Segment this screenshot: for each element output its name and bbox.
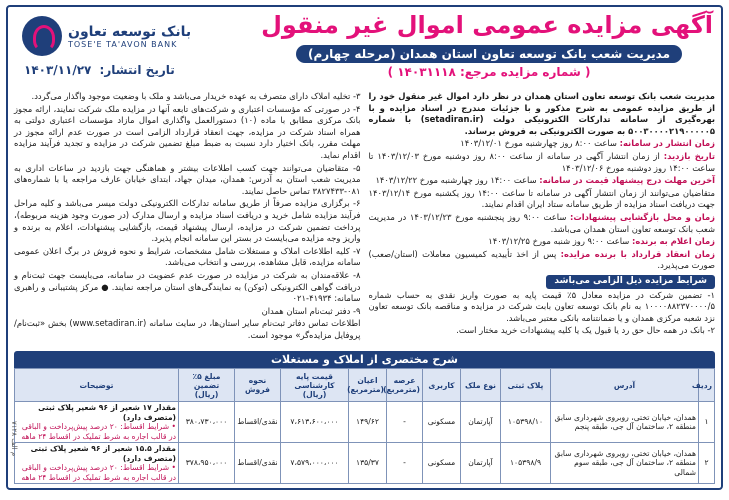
- col-header-area: عرصه (مترمربع): [387, 369, 423, 402]
- publication-date: [24, 63, 175, 77]
- description-note: • شرایط اقساط: ۲۰ درصد پیش‌پرداخت و الباقی در قالب اجاره به شرط تملیک در اقساط ۲۴ ماهه: [21, 422, 176, 441]
- auction-reference: ( شماره مزایده مرجع: ۱۴۰۳۱۱۱۸ ): [387, 65, 591, 79]
- cell-plaque: ۱۰۵۳۹۸/۹: [501, 443, 551, 484]
- notice-body: [14, 91, 715, 347]
- clause-paragraph: ۷- کلیه اطلاعات املاک و مستغلات شامل مشخصات، شرایط و نحوه فروش در برگ اعلان عمومی سامانه مزایده، قابل مشاهده، بررسی و انتخاب می‌باشد.: [14, 245, 361, 268]
- col-header-address: آدرس: [551, 369, 699, 402]
- headline: آگهی مزایده عمومی اموال غیر منقول: [261, 11, 713, 39]
- subheadline: مدیریت شعب بانک توسعه تعاون استان همدان (مرحله چهارم): [296, 45, 682, 63]
- clause-paragraph: ۸- علاقه‌مندان به شرکت در مزایده در صورت عدم عضویت در سامانه، می‌بایست جهت ثبت‌نام و دریافت گواهی الکترونیکی (توکن) به نمایندگی‌های استان مراجعه نمایند. ● مرکز پشتیبانی و راهبری سامانه: ۴۱۹۳۴-۰۲۱: [14, 269, 361, 304]
- cell-address: همدان، خیابان تختی، روبروی شهرداری سابق منطقه ۲، ساختمان آل جی، طبقه سوم شمالی: [551, 443, 699, 484]
- cell-building: ۱۴۹/۶۲: [349, 402, 387, 443]
- description-main: مقدار ۱۷ شعیر از ۹۶ شعیر پلاک ثبتی (متصرف دارد): [38, 403, 176, 422]
- cell-description: [15, 402, 179, 443]
- cell-property-type: آپارتمان: [461, 443, 501, 484]
- bank-name-en: TOSE'E TA'AVON BANK: [68, 39, 178, 49]
- table-title: شرح مختصری از املاک و مستغلات: [14, 351, 715, 368]
- col-header-row: ردیف: [699, 369, 715, 402]
- publication-date-label: تاریخ انتشار:: [99, 63, 175, 77]
- left-column: [14, 91, 361, 347]
- table-row: [15, 443, 715, 484]
- conditions-title: شرایط مزایده ذیل الزامی می‌باشد: [546, 275, 715, 289]
- property-table: [14, 368, 715, 484]
- cell-sale-method: نقدی/اقساط: [235, 443, 281, 484]
- bank-logo: [22, 13, 212, 59]
- table-header-row: [15, 369, 715, 402]
- schedule-item: زمان و محل بازگشایی پیشنهادات: ساعت ۹:۰۰ روز پنجشنبه مورخ ۱۴۰۳/۱۲/۲۳ در مدیریت شعب بانک توسعه تعاون استان همدان می‌باشد.: [368, 211, 715, 234]
- condition-item: ۱- تضمین شرکت در مزایده معادل ۵٪ قیمت پایه به صورت واریز نقدی به حساب شماره ۱۰۰۰۰۸۸۲۳۷۰۰۰۰/۵ به نام بانک توسعه تعاون بابت شرکت در مزایده و مناقصه بانک توسعه تعاون نزد شعبه مرکزی همدان و یا ضمانتنامه بانکی معتبر می‌باشد.: [368, 289, 715, 323]
- col-header-usage: کاربری: [423, 369, 461, 402]
- cell-base-price: ۷،۶۱۳،۶۰۰،۰۰۰: [281, 402, 349, 443]
- table-row: [15, 402, 715, 443]
- schedule-item: تاریخ بازدید: از زمان انتشار آگهی در سامانه از ساعت ۸:۰۰ روز دوشنبه مورخ ۱۴۰۳/۱۲/۰۳ تا ساعت ۱۴:۰۰ روز دوشنبه مورخ ۱۴۰۳/۱۲/۰۶: [368, 150, 715, 173]
- schedule-item: زمان اعلام به برنده: ساعت ۹:۰۰ روز شنبه مورخ ۱۴۰۳/۱۲/۲۵: [488, 236, 715, 247]
- description-note: • شرایط اقساط: ۲۰ درصد پیش‌پرداخت و الباقی در قالب اجاره به شرط تملیک در اقساط ۲۴ ماهه: [21, 463, 176, 482]
- cell-building: ۱۳۵/۳۷: [349, 443, 387, 484]
- property-table-section: [14, 351, 715, 484]
- bank-name-fa: بانک توسعه تعاون: [68, 23, 192, 40]
- col-header-sale-method: نحوه فروش: [235, 369, 281, 402]
- clause-paragraph: ۵- متقاضیان می‌توانند جهت کسب اطلاعات بیشتر و هماهنگی جهت بازدید در ساعات اداری به مدیریت شعب استان به آدرس: همدان، میدان جهاد، ابتدای خیابان عارف مراجعه یا با شماره‌های ۰۸۱-۳۸۲۷۴۳۳ تماس حاصل نمایند.: [14, 162, 361, 196]
- bank-logo-icon: [22, 16, 62, 56]
- condition-item: ۲- بانک در همه حال حق رد یا قبول یک یا کلیه پیشنهادات خرید مختار است.: [456, 325, 715, 336]
- clause-paragraph: ۶- برگزاری مزایده صرفاً از طریق سامانه تدارکات الکترونیکی دولت میسر می‌باشد و کلیه مراحل فرآیند مزایده شامل خرید و دریافت اسناد مزایده و ارسال مدارک (در صورت وجود هزینه مربوطه)، پرداخت تضمین شرکت در مزایده، ارسال پیشنهاد قیمت، بازگشایی پیشنهادات، اعلام به برنده و واریز وجه مزایده می‌بایست در بستر این سامانه انجام پذیرد.: [14, 198, 361, 244]
- schedule-item: زمان انعقاد قرارداد با برنده مزایده: پس از اخذ تأییدیه کمیسیون معاملات (استان/صعب) صورت می‌پذیرد.: [368, 248, 715, 271]
- cell-usage: مسکونی: [423, 443, 461, 484]
- cell-address: همدان، خیابان تختی، روبروی شهرداری سابق منطقه ۲، ساختمان آل جی، طبقه پنجم: [551, 402, 699, 443]
- intro-paragraph: مدیریت شعب بانک توسعه تعاون استان همدان در نظر دارد اموال غیر منقول خود را از طریق مزایده عمومی به شرح مذکور و با جزئیات مندرج در اسناد مزایده و با بهره‌گیری از سامانه تدارکات الکترونیکی دولت (setadiran.ir) با شماره ۵۰۰۳۰۰۰۰۲۱۹۰۰۰۰۰۵ به صورت الکترونیکی به فروش برساند.: [368, 91, 715, 136]
- bank-logo-text: [68, 24, 191, 49]
- cell-row: ۲: [699, 443, 715, 484]
- clause-paragraph: ۳- تخلیه املاک دارای متصرف به عهده خریدار می‌باشد و ملک با وضعیت موجود واگذار می‌گردد.: [31, 91, 361, 101]
- clause-paragraph: اطلاعات تماس دفاتر ثبت‌نام سایر استان‌ها، در سایت سامانه (www.setadiran.ir) بخش «ثبت‌نام/پروفایل مزایده‌گر» موجود است.: [14, 318, 361, 340]
- cell-description: [15, 443, 179, 484]
- schedule-item: زمان انتشار در سامانه: ساعت ۸:۰۰ روز چهارشنبه مورخ ۱۴۰۳/۱۲/۰۱: [460, 138, 715, 149]
- col-header-plaque: پلاک ثبتی: [501, 369, 551, 402]
- col-header-building: اعیان (مترمربع): [349, 369, 387, 402]
- cell-base-price: ۷،۵۷۹،۰۰۰،۰۰۰: [281, 443, 349, 484]
- side-reference-tag: م الف ۷۱۲۸: [10, 421, 18, 457]
- col-header-deposit: مبلغ ۵٪ تضمین (ریال): [179, 369, 235, 402]
- cell-usage: مسکونی: [423, 402, 461, 443]
- right-column: [369, 91, 716, 347]
- clause-paragraph: ۹- دفتر ثبت‌نام استان همدان: [261, 305, 361, 316]
- description-main: مقدار ۱۵.۵ شعیر از ۹۶ شعیر پلاک ثبتی (متصرف دارد): [30, 444, 176, 463]
- cell-plaque: ۱۰۵۳۹۸/۱۰: [501, 402, 551, 443]
- cell-deposit: ۳۸۰،۷۳۰،۰۰۰: [179, 402, 235, 443]
- subheadline-wrap: [265, 43, 713, 63]
- col-header-property-type: نوع ملک: [461, 369, 501, 402]
- auction-notice: [6, 5, 723, 490]
- schedule-item: متقاضیان می‌توانند از زمان انتشار آگهی در سامانه تا ساعت ۱۴:۰۰ روز یکشنبه مورخ ۱۴۰۳/۱۲/۱۴ جهت دریافت اسناد مزایده از طریق سامانه ستاد ایران اقدام نمایند.: [368, 187, 715, 210]
- cell-area: -: [387, 443, 423, 484]
- header: [8, 7, 721, 89]
- cell-deposit: ۳۷۸،۹۵۰،۰۰۰: [179, 443, 235, 484]
- publication-date-value: ۱۴۰۳/۱۱/۲۷: [24, 63, 92, 77]
- cell-sale-method: نقدی/اقساط: [235, 402, 281, 443]
- cell-property-type: آپارتمان: [461, 402, 501, 443]
- cell-row: ۱: [699, 402, 715, 443]
- schedule-item: آخرین مهلت درج پیشنهاد قیمت در سامانه: ساعت ۱۴:۰۰ روز چهارشنبه مورخ ۱۴۰۳/۱۲/۲۲: [375, 175, 715, 186]
- schedule-list: [369, 138, 716, 272]
- col-header-description: توضیحات: [15, 369, 179, 402]
- col-header-base-price: قیمت پایه کارشناسی (ریال): [281, 369, 349, 402]
- cell-area: -: [387, 402, 423, 443]
- clause-paragraph: ۴- در صورتی که مؤسسات اعتباری و شرکت‌های تابعه آنها در مزایده ملک شرکت نمایند، ارائه مجوز بانک مرکزی مطابق با ماده (۱۰) دستورالعمل واگذاری اموال مازاد مؤسسات اعتباری دولتی به همراه اسناد شرکت در مزایده، جهت انعقاد قرارداد الزامی است در صورت عدم ارائه مجوز در مهلت مقرر، بانک اختیار دارد نسبت به ضبط مبلغ تضمین شرکت در مزایده و تجدید فرآیند مزایده اقدام نماید.: [14, 103, 361, 160]
